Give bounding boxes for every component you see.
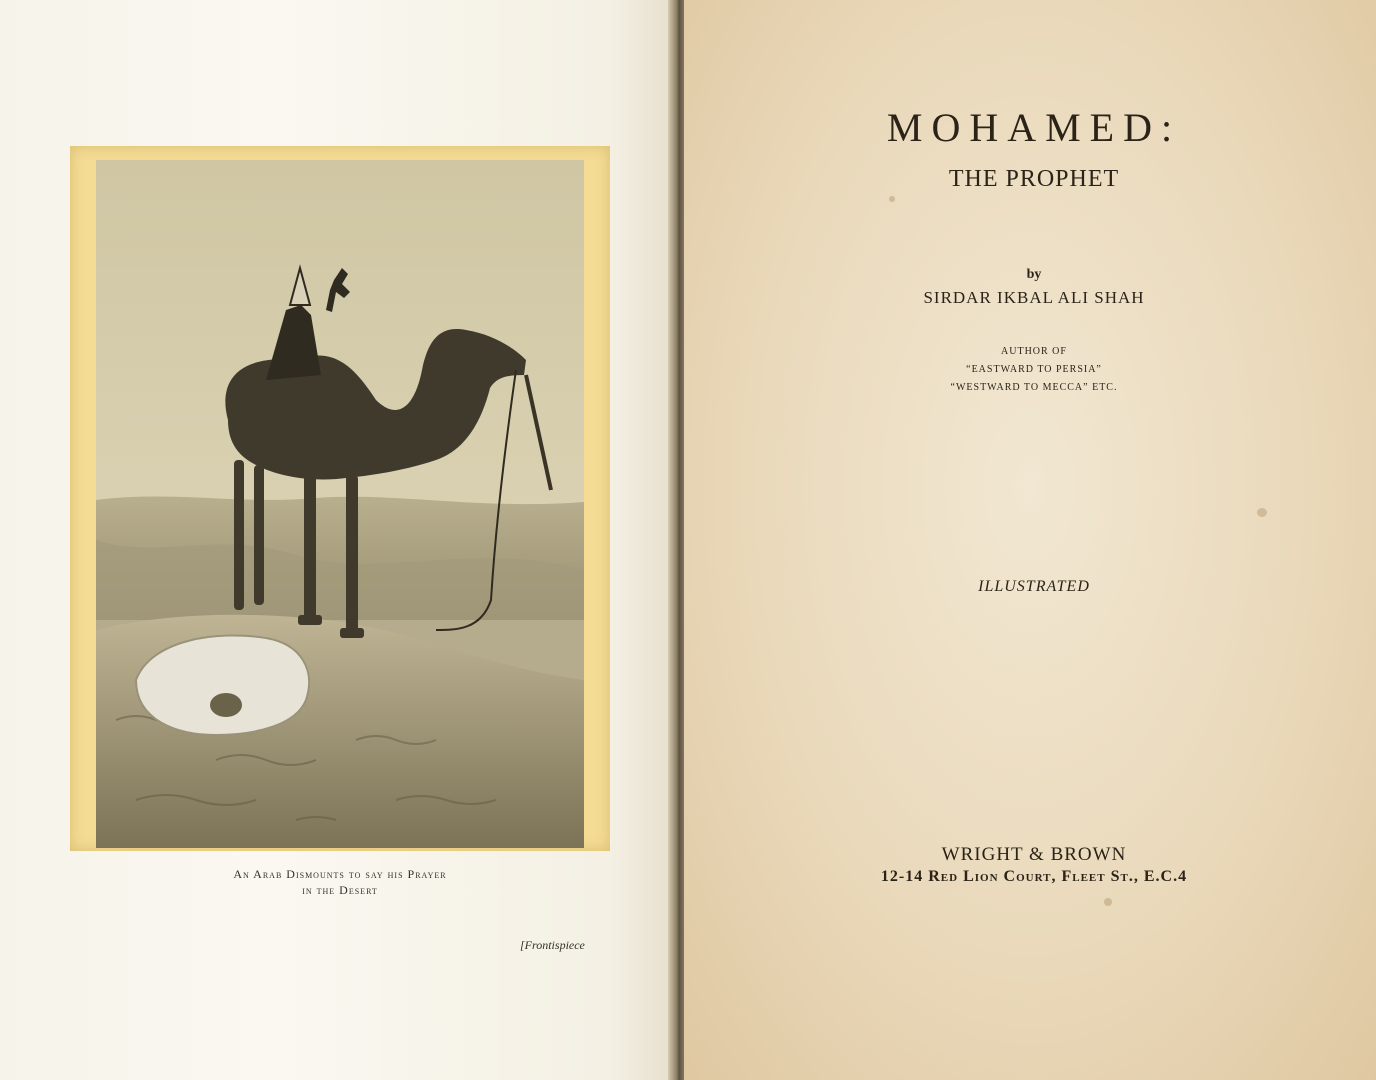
desert-scene bbox=[96, 160, 584, 848]
frontispiece-label: [Frontispiece bbox=[520, 938, 585, 952]
paper-stain bbox=[1104, 898, 1112, 906]
right-page-title-page bbox=[684, 0, 1376, 1080]
caption-line-2: in the Desert bbox=[302, 883, 378, 897]
left-page-frontispiece bbox=[0, 0, 676, 1080]
other-work-1: “EASTWARD TO PERSIA” bbox=[966, 364, 1102, 375]
by-line: by bbox=[1026, 267, 1042, 282]
other-work-2: “WESTWARD TO MECCA” ETC. bbox=[950, 382, 1118, 393]
author-of-label: AUTHOR OF bbox=[1001, 346, 1067, 357]
book-title: MOHAMED: bbox=[886, 105, 1182, 150]
book-subtitle: THE PROPHET bbox=[948, 166, 1120, 192]
caption-line-1: An Arab Dismounts to say his Prayer bbox=[233, 867, 447, 881]
paper-stain bbox=[889, 196, 895, 202]
photo-caption bbox=[70, 866, 610, 898]
paper-stain bbox=[1257, 508, 1267, 517]
author-name: SIRDAR IKBAL ALI SHAH bbox=[923, 288, 1145, 307]
photo-plate bbox=[70, 146, 610, 851]
publisher-name: WRIGHT & BROWN bbox=[941, 844, 1127, 865]
camel-prayer-photograph bbox=[96, 160, 584, 848]
publisher-address: 12-14 Red Lion Court, Fleet St., E.C.4 bbox=[880, 868, 1188, 885]
illustrated-label: ILLUSTRATED bbox=[978, 578, 1090, 595]
praying-man bbox=[136, 635, 309, 735]
author-other-works bbox=[684, 343, 1376, 397]
